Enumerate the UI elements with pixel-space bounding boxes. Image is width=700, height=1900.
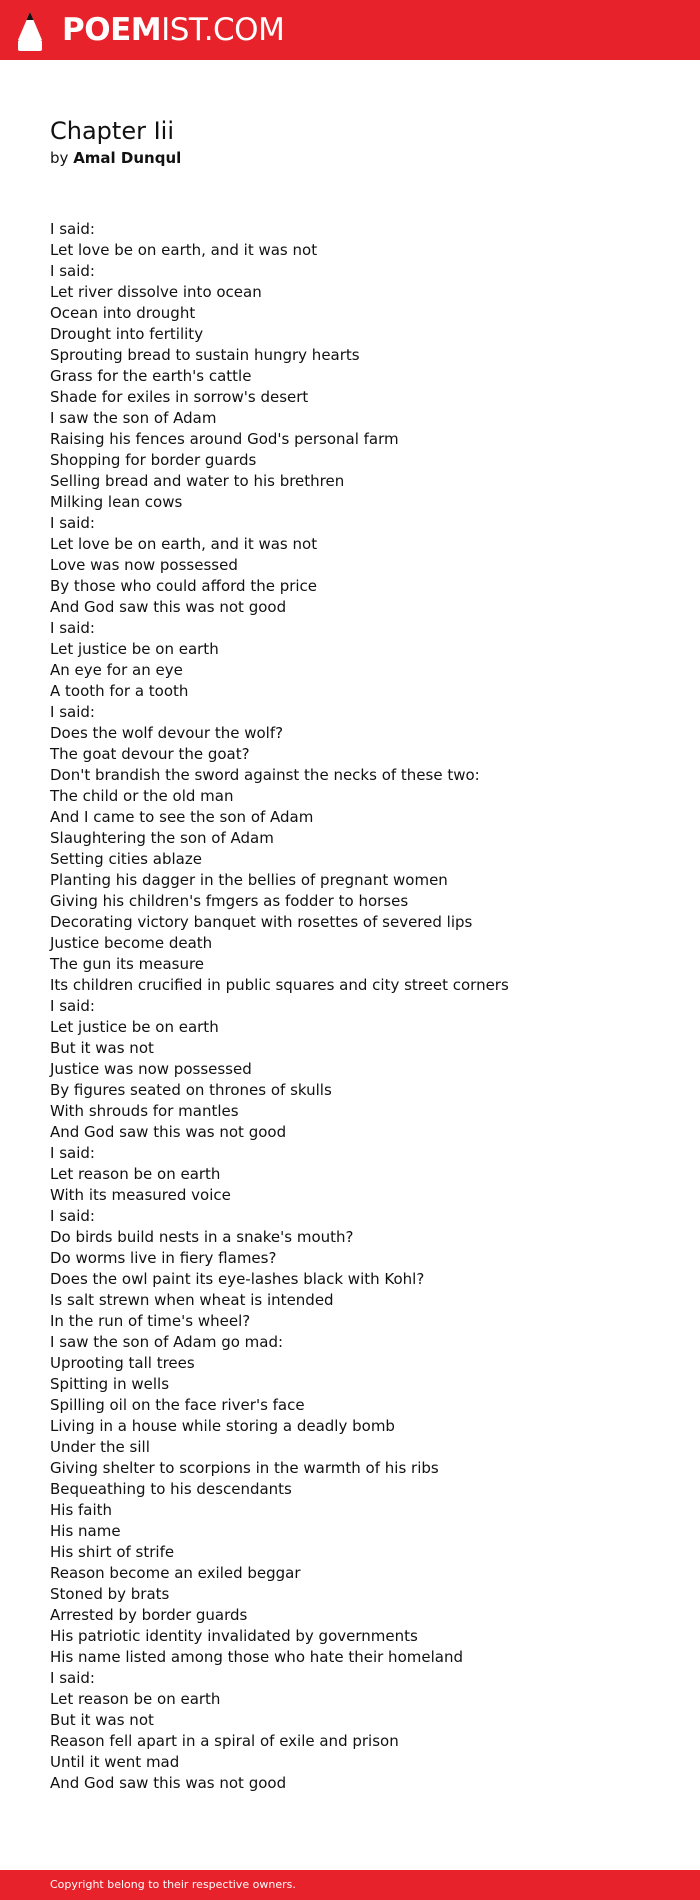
poem-line: I said: xyxy=(50,1669,95,1687)
poem-line: I said: xyxy=(50,514,95,532)
poem-line: Grass for the earth's cattle xyxy=(50,367,252,385)
poem-line: I said: xyxy=(50,997,95,1015)
poem-line: And God saw this was not good xyxy=(50,1774,287,1792)
poem-line: Drought into fertility xyxy=(50,325,204,343)
poem-line: But it was not xyxy=(50,1711,154,1729)
poem-line: I saw the son of Adam go mad: xyxy=(50,1333,284,1351)
poem-line: Spilling oil on the face river's face xyxy=(50,1396,305,1414)
poem-line: Setting cities ablaze xyxy=(50,850,202,868)
poem-line: Giving his children's fmgers as fodder to horses xyxy=(50,892,409,910)
poem-line: Don't brandish the sword against the necks of these two: xyxy=(50,766,480,784)
poem-line: Let river dissolve into ocean xyxy=(50,283,262,301)
poem-line: His shirt of strife xyxy=(50,1543,175,1561)
poem-line: Decorating victory banquet with rosettes of severed lips xyxy=(50,913,473,931)
poem-line: And I came to see the son of Adam xyxy=(50,808,314,826)
author-name: Amal Dunqul xyxy=(73,149,182,167)
poem-line: Let reason be on earth xyxy=(50,1690,221,1708)
poem-line: But it was not xyxy=(50,1039,154,1057)
poem-line: Under the sill xyxy=(50,1438,150,1456)
poem-line: Milking lean cows xyxy=(50,493,183,511)
poem-line: Shopping for border guards xyxy=(50,451,257,469)
poem-line: A tooth for a tooth xyxy=(50,682,189,700)
site-logo-text[interactable] xyxy=(62,12,284,48)
poem-line: Let justice be on earth xyxy=(50,1018,219,1036)
poem-line: Living in a house while storing a deadly bomb xyxy=(50,1417,395,1435)
poem-line: His name listed among those who hate their homeland xyxy=(50,1648,463,1666)
poem-line: Ocean into drought xyxy=(50,304,196,322)
copyright-text: Copyright belong to their respective owners. xyxy=(50,1878,296,1891)
poem-line: Justice become death xyxy=(50,934,213,952)
poem-line: And God saw this was not good xyxy=(50,1123,287,1141)
brand-bold: POEM xyxy=(62,12,162,48)
poem-line: I saw the son of Adam xyxy=(50,409,217,427)
poem-body xyxy=(50,219,670,1794)
poem-line: His patriotic identity invalidated by governments xyxy=(50,1627,418,1645)
poem-line: By those who could afford the price xyxy=(50,577,318,595)
pencil-tip-icon[interactable] xyxy=(16,10,44,52)
poem-title: Chapter Iii xyxy=(50,117,174,145)
poem-line: Do birds build nests in a snake's mouth? xyxy=(50,1228,354,1246)
poem-line: Arrested by border guards xyxy=(50,1606,248,1624)
byline xyxy=(50,148,181,168)
poem-line: Is salt strewn when wheat is intended xyxy=(50,1291,334,1309)
poem-line: An eye for an eye xyxy=(50,661,183,679)
poem-line: Raising his fences around God's personal farm xyxy=(50,430,399,448)
poem-line: Love was now possessed xyxy=(50,556,238,574)
poem-line: His name xyxy=(50,1522,121,1540)
poem-line: Bequeathing to his descendants xyxy=(50,1480,292,1498)
poem-line: I said: xyxy=(50,619,95,637)
site-footer xyxy=(0,1870,700,1900)
poem-line: Giving shelter to scorpions in the warmth of his ribs xyxy=(50,1459,439,1477)
poem-line: In the run of time's wheel? xyxy=(50,1312,251,1330)
poem-line: I said: xyxy=(50,262,95,280)
site-header xyxy=(0,0,700,60)
poem-line: And God saw this was not good xyxy=(50,598,287,616)
poem-line: Slaughtering the son of Adam xyxy=(50,829,274,847)
poem-line: Shade for exiles in sorrow's desert xyxy=(50,388,309,406)
poem-line: Until it went mad xyxy=(50,1753,180,1771)
poem-line: With its measured voice xyxy=(50,1186,231,1204)
poem-line: Planting his dagger in the bellies of pregnant women xyxy=(50,871,448,889)
poem-line: By figures seated on thrones of skulls xyxy=(50,1081,332,1099)
poem-line: Justice was now possessed xyxy=(50,1060,252,1078)
poem-line: Do worms live in fiery flames? xyxy=(50,1249,277,1267)
poem-line: Sprouting bread to sustain hungry hearts xyxy=(50,346,360,364)
poem-line: Let love be on earth, and it was not xyxy=(50,535,318,553)
brand-light: IST.COM xyxy=(161,12,285,48)
by-label: by xyxy=(50,149,69,167)
poem-line: With shrouds for mantles xyxy=(50,1102,239,1120)
poem-line: The goat devour the goat? xyxy=(50,745,250,763)
poem-line: His faith xyxy=(50,1501,113,1519)
poem-line: Spitting in wells xyxy=(50,1375,170,1393)
poem-line: Does the wolf devour the wolf? xyxy=(50,724,284,742)
poem-line: Its children crucified in public squares and city street corners xyxy=(50,976,509,994)
poem-line: Let reason be on earth xyxy=(50,1165,221,1183)
poem-line: I said: xyxy=(50,1144,95,1162)
poem-line: Let justice be on earth xyxy=(50,640,219,658)
poem-line: Selling bread and water to his brethren xyxy=(50,472,345,490)
poem-line: I said: xyxy=(50,703,95,721)
poem-line: Reason fell apart in a spiral of exile and prison xyxy=(50,1732,399,1750)
poem-line: Uprooting tall trees xyxy=(50,1354,195,1372)
poem-line: Reason become an exiled beggar xyxy=(50,1564,301,1582)
poem-line: The gun its measure xyxy=(50,955,205,973)
poem-line: Stoned by brats xyxy=(50,1585,170,1603)
poem-line: I said: xyxy=(50,1207,95,1225)
poem-line: The child or the old man xyxy=(50,787,234,805)
poem-line: Let love be on earth, and it was not xyxy=(50,241,318,259)
poem-line: Does the owl paint its eye-lashes black with Kohl? xyxy=(50,1270,425,1288)
poem-line: I said: xyxy=(50,220,95,238)
